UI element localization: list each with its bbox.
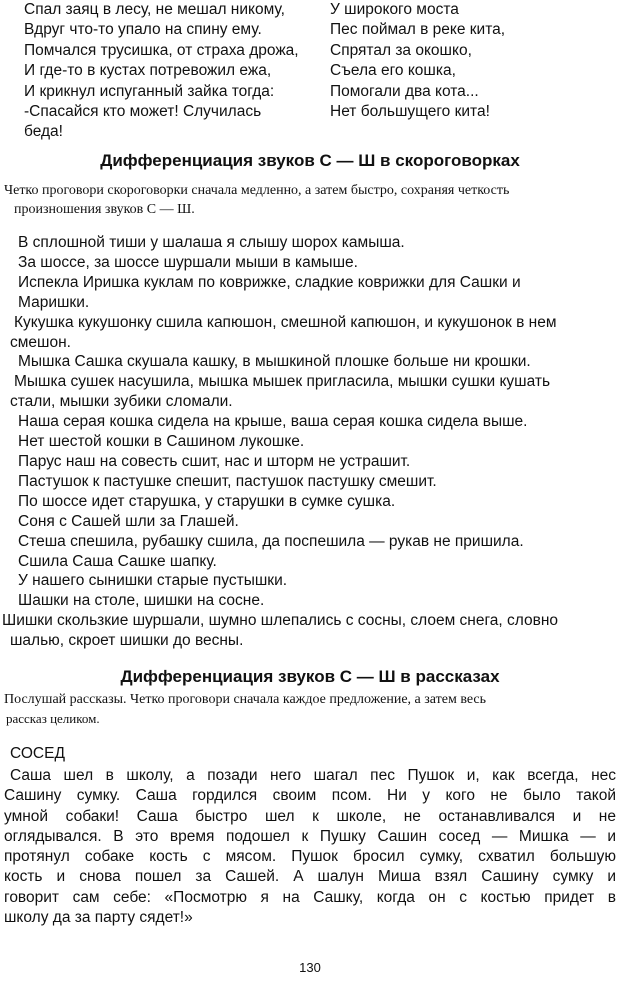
poem-line: -Спасайся кто может! Случилась <box>24 103 262 121</box>
tongue-twister-line: Кукушка кукушонку сшила капюшон, смешной капюшон, и кукушонок в нем <box>14 313 557 331</box>
instruction-line: Послушай рассказы. Четко проговори сначала каждое предложение, а затем весь <box>4 692 487 707</box>
tongue-twister-line: Маришки. <box>18 293 90 311</box>
tongue-twister-line: Шашки на столе, шишки на сосне. <box>18 592 265 610</box>
tongue-twister-line: Мышка Сашка скушала кашку, в мышкиной плошке больше ни крошки. <box>18 353 531 371</box>
tongue-twister-line: Мышка сушек насушила, мышка мышек пригласила, мышки сушки кушать <box>14 373 551 391</box>
story-line: говорит сам себе: «Посмотрю я на Сашку, когда он с костью придет в <box>4 888 616 906</box>
poem-line: И крикнул испуганный зайка тогда: <box>24 82 275 100</box>
tongue-twister-line: стали, мышки зубики сломали. <box>10 393 233 411</box>
tongue-twister-line: В сплошной тиши у шалаша я слышу шорох камыша. <box>18 234 405 251</box>
tongue-twister-line: Нет шестой кошки в Сашином лукошке. <box>18 433 305 451</box>
poem-line: Помогали два кота... <box>330 82 479 100</box>
story-line: школу да за парту сядет!» <box>4 909 193 927</box>
story-line: протянул собаке кость с мясом. Пушок бросил сумку, схватил большую <box>4 848 616 866</box>
story-title: СОСЕД <box>10 745 65 762</box>
poem-line: беда! <box>24 123 63 141</box>
story-line: умной собаки! Саша быстро шел к школе, не останавливался и не <box>4 807 616 825</box>
poem-line: Спрятал за окошко, <box>330 41 472 59</box>
story-line: Сашину сумку. Саша гордился своим псом. Ни у кого не было такой <box>4 787 616 805</box>
tongue-twister-line: У нашего сынишки старые пустышки. <box>18 572 288 590</box>
story-text <box>4 766 616 928</box>
instruction-stories <box>4 690 616 728</box>
instruction-tongue-twisters <box>4 181 616 219</box>
poem-right-column <box>330 0 610 143</box>
poem-line: У широкого моста <box>330 1 459 18</box>
tongue-twister-line: Шишки скользкие шуршали, шумно шлепались с сосны, слоем снега, словно <box>2 612 559 630</box>
tongue-twister-line: Наша серая кошка сидела на крыше, ваша серая кошка сидела выше. <box>18 413 528 431</box>
poem-left-column <box>24 0 330 143</box>
poem-line: Съела его кошка, <box>330 62 456 80</box>
poem-block <box>24 0 614 143</box>
story-line: Саша шел в школу, а позади него шагал пес Пушок и, как всегда, нес <box>10 767 616 784</box>
tongue-twister-line: Стеша спешила, рубашку сшила, да поспешила — рукав не пришила. <box>18 532 524 550</box>
story-line: оглядывался. В это время подошел к Пушку Сашин сосед — Мишка — и <box>4 827 616 845</box>
poem-line: Помчался трусишка, от страха дрожа, <box>24 41 299 59</box>
section-heading-stories: Дифференциация звуков С — Ш в рассказах <box>120 667 500 686</box>
poem-line: И где-то в кустах потревожил ежа, <box>24 62 272 80</box>
tongue-twister-line: По шоссе идет старушка, у старушки в сумке сушка. <box>18 492 396 510</box>
tongue-twister-line: шалью, скроет шишки до весны. <box>10 632 244 650</box>
tongue-twister-line: смешон. <box>10 333 71 351</box>
tongue-twister-line: За шоссе, за шоссе шуршали мыши в камыше. <box>18 253 358 271</box>
instruction-line: произношения звуков С — Ш. <box>14 202 195 217</box>
page-number: 130 <box>299 960 321 975</box>
instruction-line: Четко проговори скороговорки сначала медленно, а затем быстро, сохраняя четкость <box>4 183 510 198</box>
tongue-twister-line: Испекла Иришка куклам по коврижке, сладкие коврижки для Сашки и <box>18 273 521 291</box>
tongue-twister-line: Пастушок к пастушке спешит, пастушок пастушку смешит. <box>18 472 437 490</box>
story-line: кость и снова пошел за Сашей. А шалун Миша взял Сашину сумку и <box>4 868 616 886</box>
tongue-twister-line: Парус наш на совесть сшит, нас и шторм не устрашит. <box>18 452 411 470</box>
poem-line: Спал заяц в лесу, не мешал никому, <box>24 1 285 18</box>
poem-line: Пес поймал в реке кита, <box>330 21 506 39</box>
tongue-twister-list <box>2 233 616 651</box>
poem-line: Вдруг что-то упало на спину ему. <box>24 21 262 39</box>
section-heading-tongue-twisters: Дифференциация звуков С — Ш в скороговорках <box>100 151 520 170</box>
poem-line: Нет большущего кита! <box>330 103 490 121</box>
tongue-twister-line: Сшила Саша Сашке шапку. <box>18 552 217 570</box>
instruction-line: рассказ целиком. <box>6 711 100 726</box>
tongue-twister-line: Соня с Сашей шли за Глашей. <box>18 512 239 530</box>
